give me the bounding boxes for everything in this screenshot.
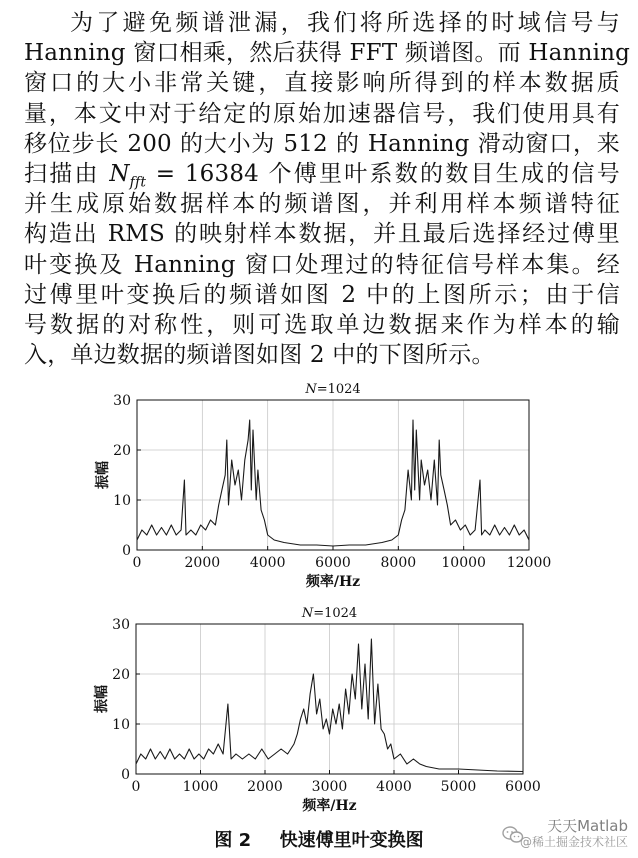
- paragraph-line: 移位步长 200 的大小为 512 的 Hanning 滑动窗口，来: [24, 130, 620, 157]
- y-tick-label: 0: [121, 767, 130, 783]
- y-axis-label: 振幅: [94, 685, 110, 713]
- x-tick-label: 6000: [505, 779, 541, 795]
- paragraph-line: Hanning 窗口相乘，然后获得 FFT 频谱图。而 Hanning: [24, 40, 631, 67]
- paragraph-line: 并生成原始数据样本的频谱图，并利用样本频谱特征: [24, 191, 620, 218]
- x-tick-label: 5000: [440, 779, 477, 795]
- x-tick-label: 6000: [315, 555, 351, 571]
- paragraph-line: 号数据的对称性，则可选取单边数据来作为样本的输: [24, 311, 620, 338]
- paragraph-line: 窗口的大小非常关键，直接影响所得到的样本数据质: [24, 70, 620, 97]
- figure-number: 图 2: [214, 830, 252, 851]
- x-tick-label: 2000: [184, 555, 221, 571]
- chart-title: N=1024: [301, 606, 358, 621]
- figure-title: 快速傅里叶变换图: [279, 830, 424, 851]
- y-axis-label: 振幅: [95, 461, 111, 489]
- paragraph-line: 叶变换及 Hanning 窗口处理过的特征信号样本集。经: [24, 251, 620, 278]
- n-fft-symbol: $N_{fft}$: [109, 160, 147, 191]
- x-tick-label: 0: [131, 779, 141, 795]
- x-tick-label: 4000: [376, 779, 412, 795]
- watermark: [520, 818, 628, 850]
- paragraph-line: 入，单边数据的频谱图如图 2 中的下图所示。: [24, 342, 495, 369]
- chart-title: N=1024: [305, 382, 361, 397]
- body-paragraph: [24, 8, 631, 370]
- x-tick-label: 12000: [506, 555, 552, 571]
- x-axis-label: 频率/Hz: [302, 798, 357, 814]
- x-tick-label: 8000: [380, 555, 417, 571]
- x-tick-label: 4000: [249, 555, 286, 571]
- x-tick-label: 0: [132, 555, 142, 571]
- watermark-subtitle: @稀土掘金技术社区: [519, 835, 628, 849]
- paragraph-line: 量，本文中对于给定的原始加速器信号，我们使用具有: [24, 100, 620, 127]
- x-axis-label: 频率/Hz: [305, 574, 361, 590]
- y-tick-label: 30: [112, 617, 130, 633]
- y-tick-label: 10: [112, 717, 130, 733]
- x-tick-label: 2000: [247, 779, 283, 795]
- paragraph-line: 为了避免频谱泄漏，我们将所选择的时域信号与: [70, 10, 620, 36]
- y-tick-label: 30: [113, 393, 131, 409]
- fft-chart-single-sided: [0, 600, 638, 826]
- x-tick-label: 1000: [182, 779, 219, 795]
- paragraph-line: 扫描由 $N_{fft} = 16384$ 个傅里叶系数的数目生成的信号: [24, 160, 620, 191]
- x-tick-label: 10000: [441, 555, 486, 571]
- fft-chart-two-sided: [0, 378, 638, 596]
- watermark-title: 天天Matlab: [547, 817, 628, 835]
- x-tick-label: 3000: [311, 779, 348, 795]
- paragraph-line: 构造出 RMS 的映射样本数据，并且最后选择经过傅里: [24, 221, 620, 248]
- paragraph-line: 过傅里叶变换后的频谱如图 2 中的上图所示；由于信: [24, 281, 620, 308]
- y-tick-label: 0: [122, 543, 131, 559]
- y-tick-label: 10: [113, 493, 131, 509]
- y-tick-label: 20: [112, 667, 130, 683]
- y-tick-label: 20: [113, 443, 131, 459]
